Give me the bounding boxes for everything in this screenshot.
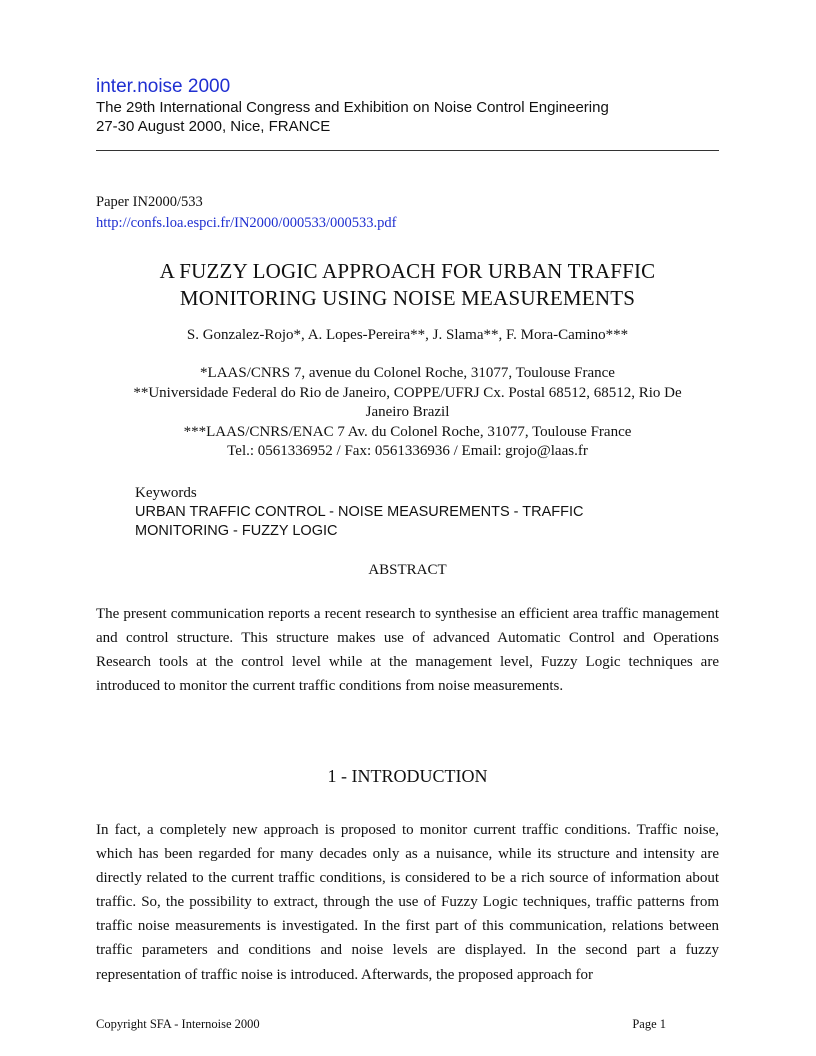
conference-header: [96, 76, 726, 136]
header-divider: [96, 150, 719, 151]
contact-info: Tel.: 0561336952 / Fax: 0561336936 / Email: grojo@laas.fr: [227, 443, 588, 459]
affiliation-3: ***LAAS/CNRS/ENAC 7 Av. du Colonel Roche, 31077, Toulouse France: [183, 423, 632, 440]
keywords-line-2: MONITORING - FUZZY LOGIC: [135, 523, 338, 539]
footer-copyright: Copyright SFA - Internoise 2000: [96, 1017, 260, 1031]
conference-dates: 27-30 August 2000, Nice, FRANCE: [96, 118, 331, 135]
abstract-text: The present communication reports a recent research to synthesise an efficient area traffic management and control structure. This structure makes use of advanced Automatic Control and Operations Research tools at the control level while at the management level, Fuzzy Logic techniques are introduced to monitor the current traffic conditions from noise measurements.: [96, 606, 719, 694]
affiliation-1: *LAAS/CNRS 7, avenue du Colonel Roche, 31077, Toulouse France: [200, 365, 615, 381]
conference-title: inter.noise 2000: [96, 76, 231, 97]
affiliations: [80, 364, 735, 462]
paper-authors: S. Gonzalez-Rojo*, A. Lopes-Pereira**, J. Slama**, F. Mora-Camino***: [186, 327, 629, 343]
paper-title-line-2: MONITORING USING NOISE MEASUREMENTS: [179, 286, 636, 310]
abstract-heading: ABSTRACT: [368, 562, 447, 578]
paper-title: [96, 258, 719, 312]
conference-subtitle: The 29th International Congress and Exhibition on Noise Control Engineering: [96, 99, 609, 116]
keywords-label: Keywords: [135, 485, 197, 501]
keywords-block: [135, 484, 725, 541]
keywords-line-1: URBAN TRAFFIC CONTROL - NOISE MEASUREMENTS - TRAFFIC: [135, 504, 584, 520]
affiliation-2b: Janeiro Brazil: [365, 404, 450, 420]
footer-page-number: Page 1: [632, 1017, 666, 1031]
paper-title-line-1: A FUZZY LOGIC APPROACH FOR URBAN TRAFFIC: [159, 259, 656, 283]
paper-url-link[interactable]: http://confs.loa.espci.fr/IN2000/000533/000533.pdf: [96, 215, 397, 231]
introduction-heading: 1 - INTRODUCTION: [327, 766, 488, 786]
paper-id: Paper IN2000/533: [96, 194, 203, 210]
introduction-text: In fact, a completely new approach is proposed to monitor current traffic conditions. Traffic noise, which has been regarded for many decades only as a nuisance, while its structure and intensity are directly related to the current traffic conditions, is considered to be a rich source of information about traffic. So, the possibility to extract, through the use of Fuzzy Logic techniques, traffic patterns from traffic noise measurements is investigated. In the first part of this communication, relations between traffic parameters and conditions and noise levels are displayed. In the second part a fuzzy representation of traffic noise is introduced. Afterwards, the proposed approach for: [96, 822, 719, 983]
affiliation-2a: **Universidade Federal do Rio de Janeiro, COPPE/UFRJ Cx. Postal 68512, 68512, Rio De: [133, 384, 682, 401]
